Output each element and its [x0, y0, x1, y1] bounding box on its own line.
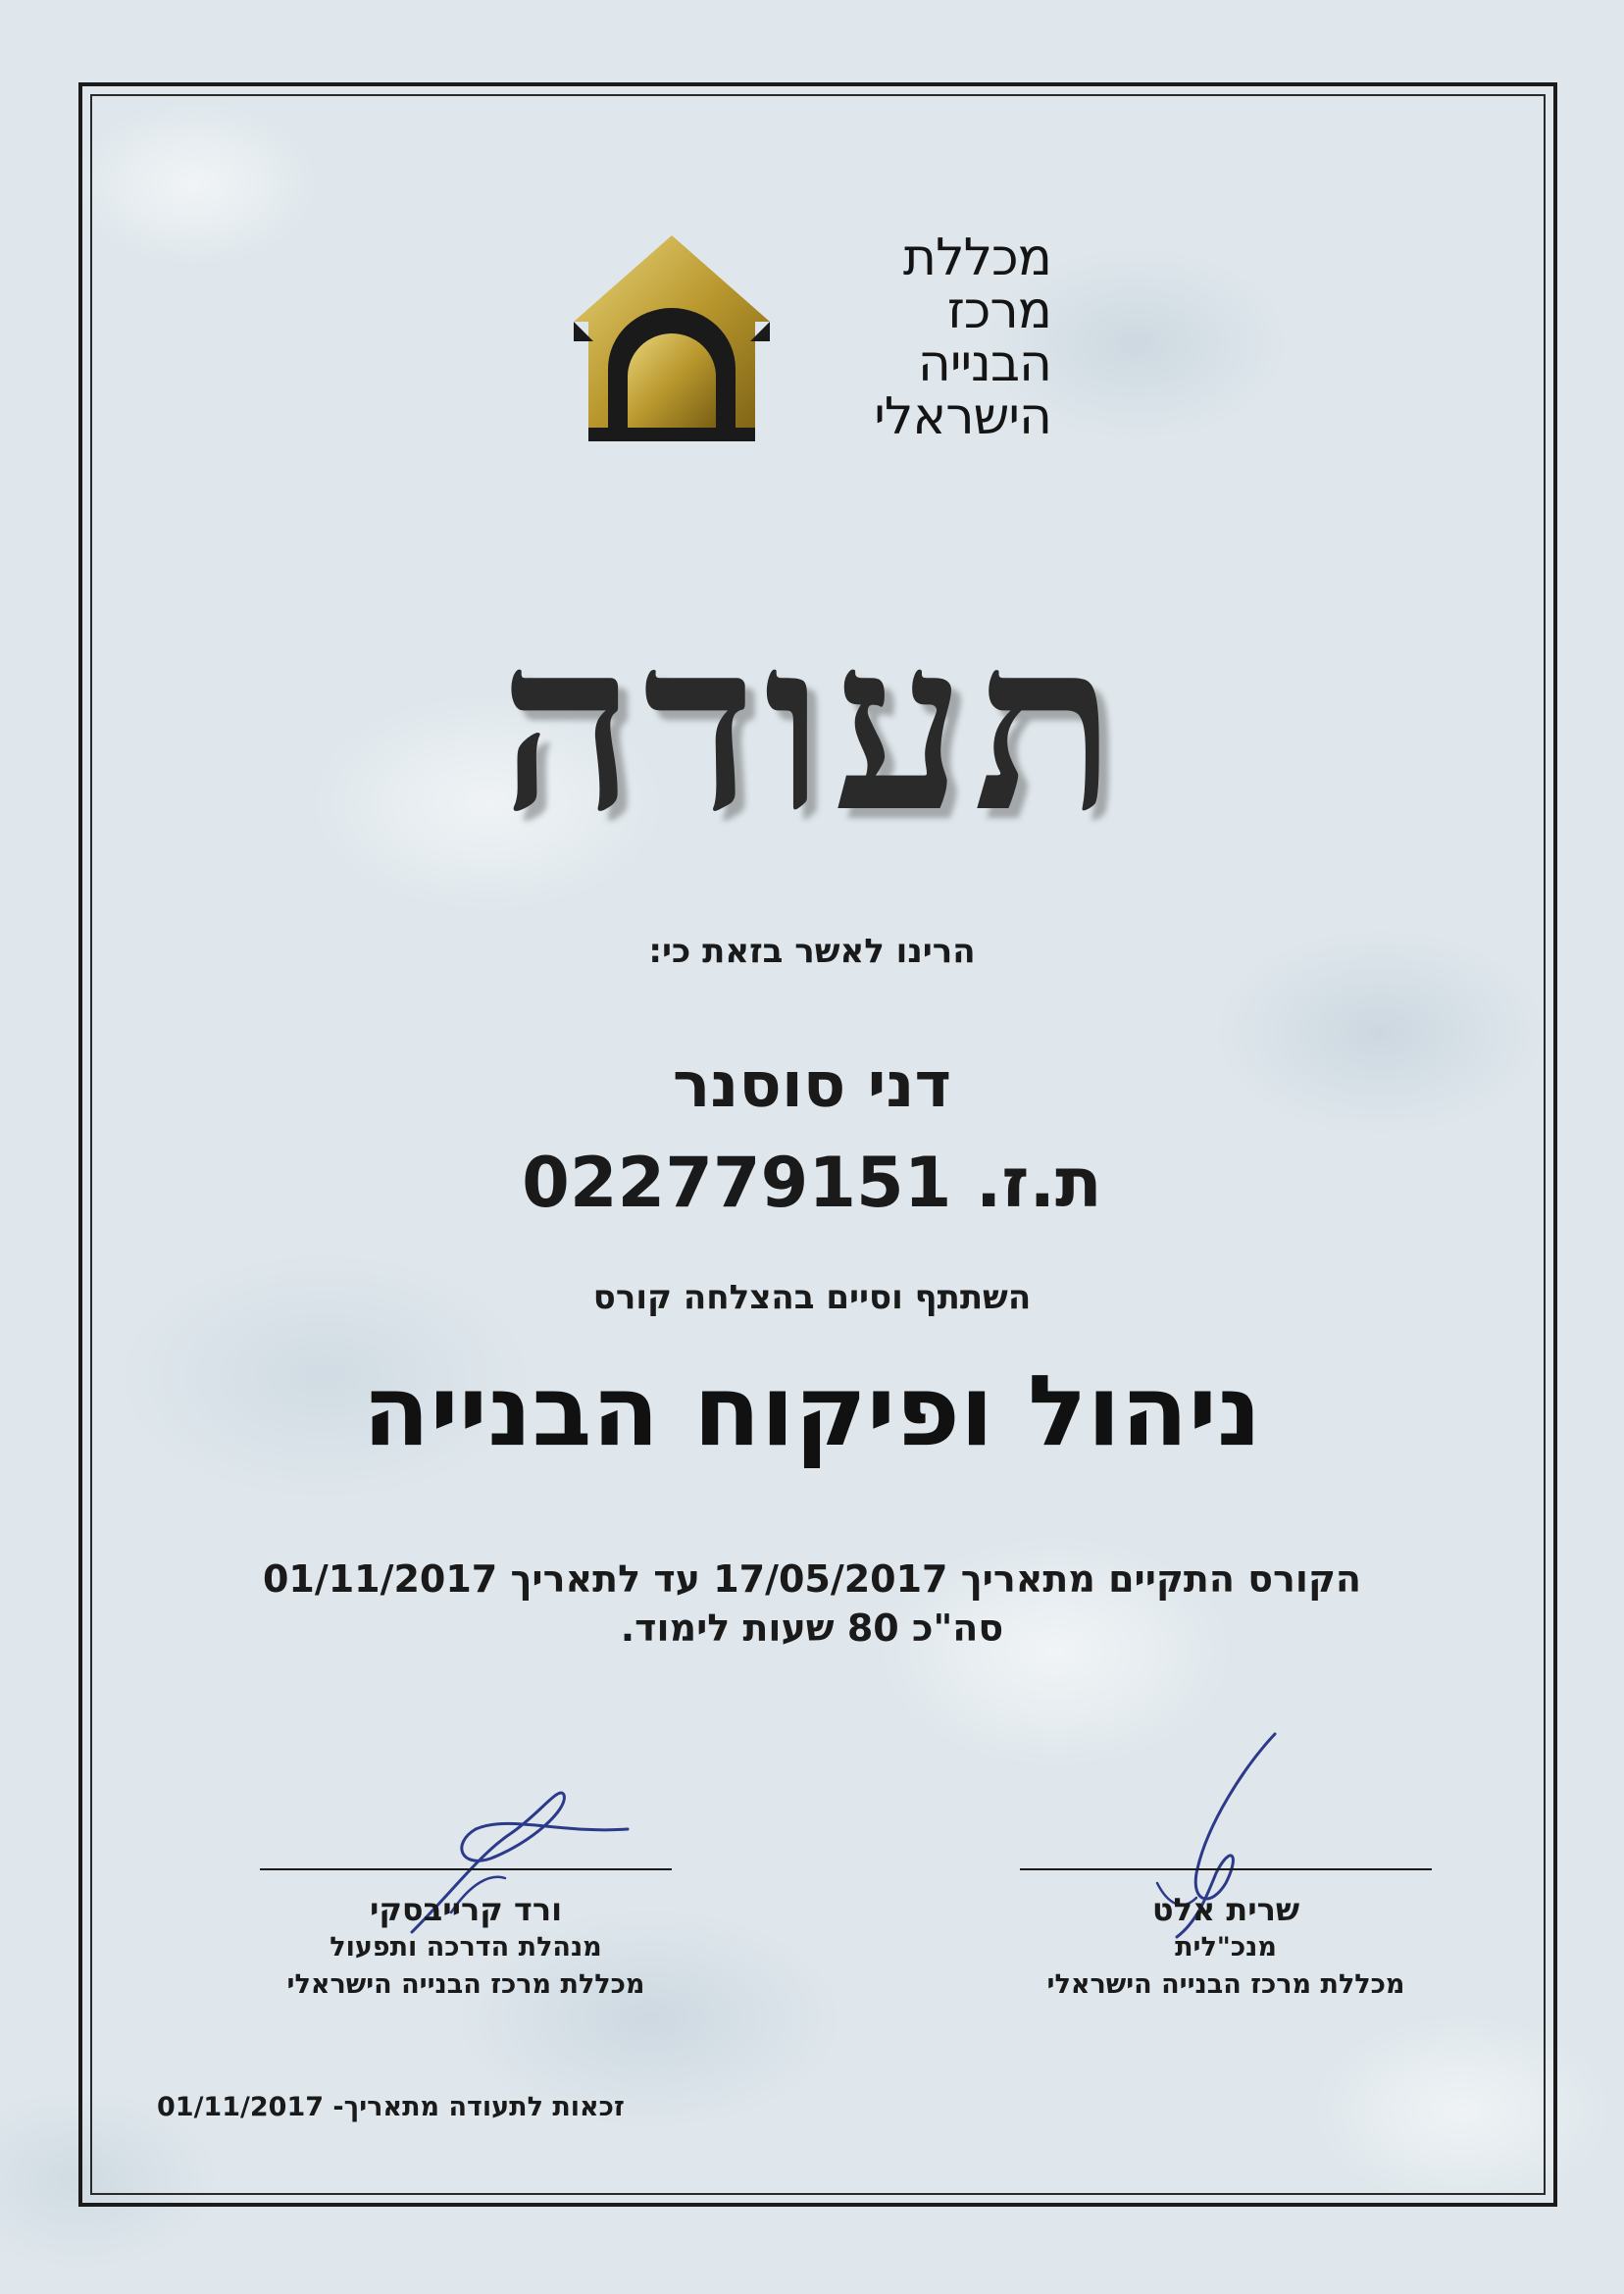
signatory-role: מנכ"לית: [1175, 1932, 1277, 1963]
recipient-name: דני סוסנר: [672, 1049, 952, 1122]
course-hours: סה"כ 80 שעות לימוד.: [620, 1606, 1004, 1650]
signature-block-left: [260, 1868, 672, 2004]
signature-block-right: [1020, 1868, 1432, 2004]
validity-date: זכאות לתעודה מתאריך- 01/11/2017: [157, 2092, 625, 2122]
completion-statement: השתתף וסיים בהצלחה קורס: [592, 1278, 1032, 1317]
signatory-org: מכללת מרכז הבנייה הישראלי: [286, 1969, 645, 2000]
signature-line: [260, 1868, 672, 1870]
college-logo: [569, 226, 1059, 451]
college-logo-text: [777, 229, 1051, 446]
signatory-name: שרית אלט: [1151, 1891, 1300, 1928]
course-name: ניהול ופיקוח הבנייה: [362, 1353, 1262, 1468]
signatory-org: מכללת מרכז הבנייה הישראלי: [1046, 1969, 1405, 2000]
signature-line: [1020, 1868, 1432, 1870]
recipient-id: ת.ז. 022779151: [522, 1143, 1102, 1223]
house-logo-icon: [569, 231, 775, 445]
logo-text-line: מרכז: [946, 281, 1051, 340]
signatory-role: מנהלת הדרכה ותפעול: [330, 1932, 602, 1963]
logo-text-line: מכללת: [902, 229, 1051, 287]
course-dates: הקורס התקיים מתאריך 17/05/2017 עד לתאריך 01/11/2017: [262, 1557, 1362, 1601]
signatory-name: ורד קרייבסקי: [369, 1891, 563, 1928]
logo-text-line: הישראלי: [874, 387, 1051, 446]
certificate-title: תעודה: [499, 587, 1125, 864]
logo-text-line: הבנייה: [917, 334, 1051, 393]
certify-line: הרינו לאשר בזאת כי:: [648, 932, 976, 971]
course-details: [118, 1555, 1506, 1653]
